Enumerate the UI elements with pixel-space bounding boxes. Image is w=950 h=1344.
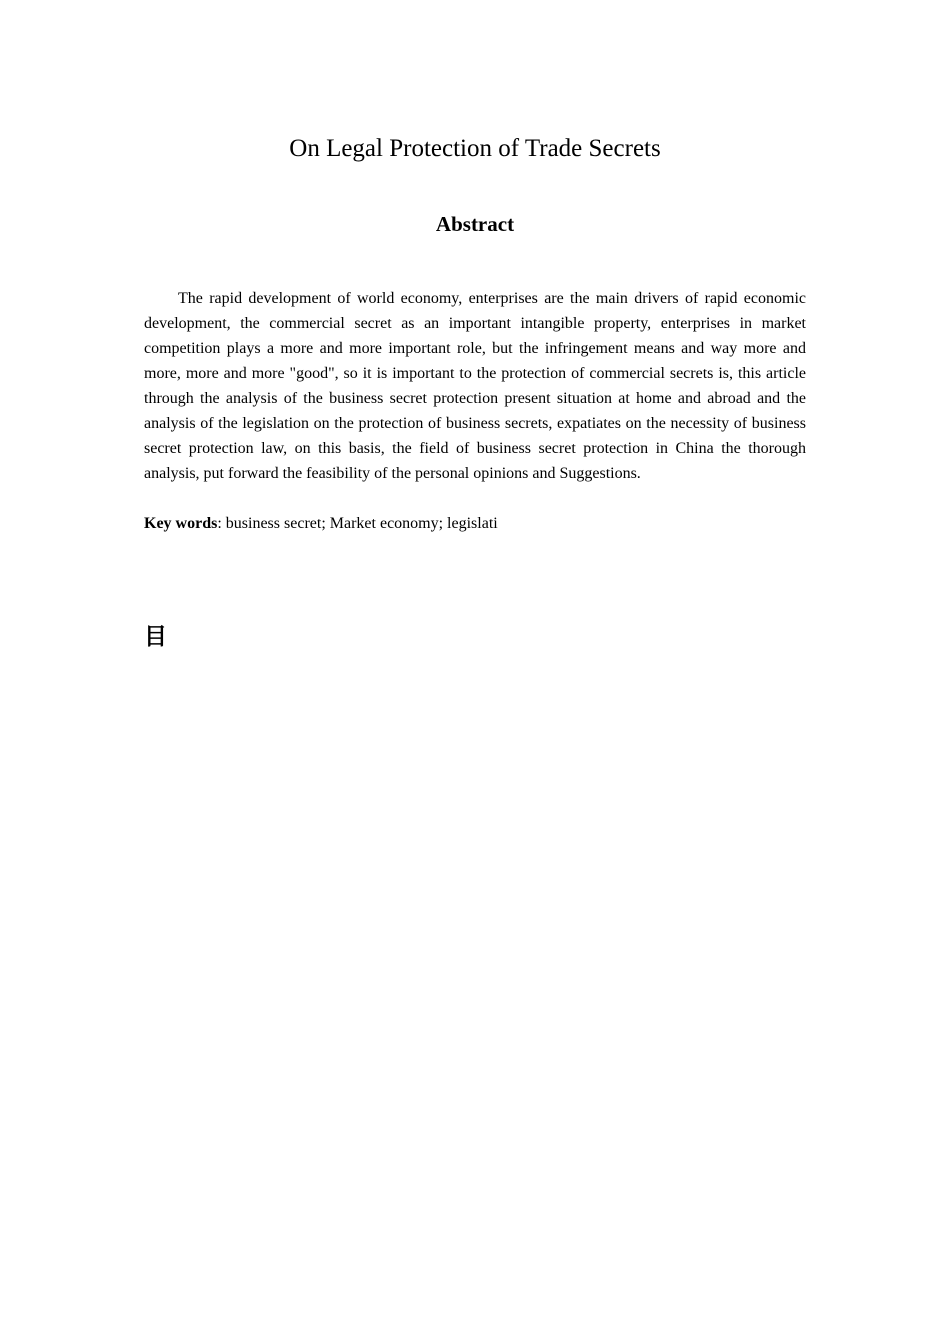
document-title: On Legal Protection of Trade Secrets [289, 135, 661, 162]
keywords-value: business secret; Market economy; legislati [225, 515, 498, 532]
keywords-separator: : [217, 515, 226, 532]
table-of-contents-heading: 目 [144, 624, 167, 650]
abstract-paragraph: The rapid development of world economy, enterprises are the main drivers of rapid economic development, the commercial secret as an important intangible property, enterprises in market competition plays a more and more important role, but the infringement means and way more and more, more and more "good", so it is important to the protection of commercial secrets is, this article through the analysis of the business secret protection present situation at home and abroad and the analysis of the legislation on the protection of business secrets, expatiates on the necessity of business secret protection law, on this basis, the field of business secret protection in China the thorough analysis, put forward the feasibility of the personal opinions and Suggestions. [144, 290, 806, 482]
abstract-heading: Abstract [435, 212, 515, 236]
keywords-line [144, 511, 806, 536]
keywords-label: Key words [144, 515, 218, 532]
